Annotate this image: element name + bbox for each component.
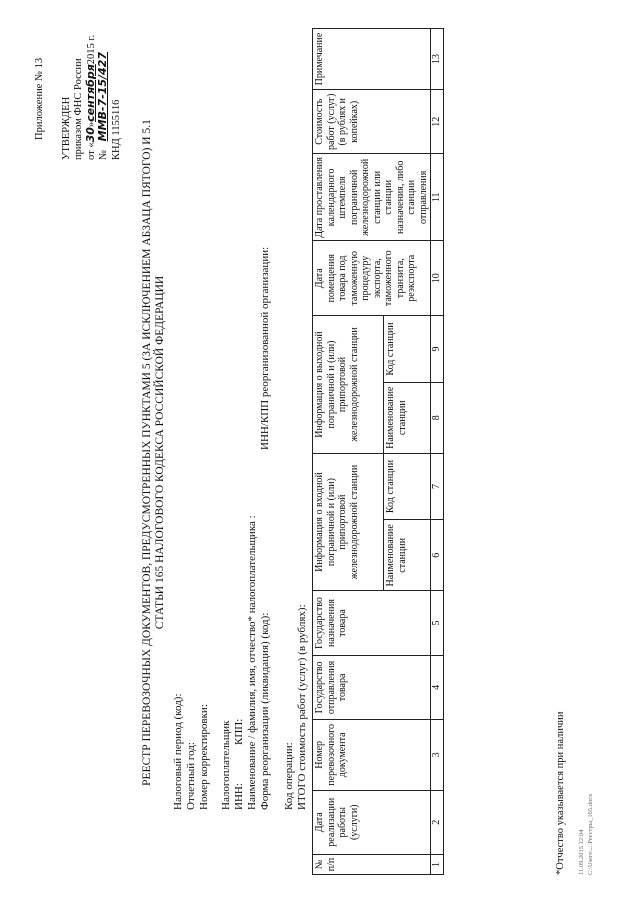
col-number: 4 [431, 655, 444, 719]
number-value: ММВ-7-15/427 [96, 51, 109, 142]
table-header-row [313, 29, 384, 875]
approved-label: УТВЕРЖДЕН [61, 96, 72, 160]
header-departure-state: Государство отправления товара [313, 655, 431, 719]
reorg-form-field: Форма реорганизации (ликвидация) (код): [259, 612, 271, 810]
document-title-line2: СТАТЬИ 165 НАЛОГОВОГО КОДЕКСА РОССИЙСКОЙ ФЕДЕРАЦИИ [154, 275, 166, 630]
col-number: 3 [431, 720, 444, 790]
scan-stamp-line1: 11.09.2015 12:04 [578, 829, 585, 875]
subheader-exit-station-name: Наименование станции [384, 382, 431, 453]
col-number: 12 [431, 90, 444, 154]
col-number: 9 [431, 316, 444, 383]
header-destination-state: Государство назначения товара [313, 591, 431, 655]
scan-stamp-line2: С:\Users\...\Реестры_165.docx [587, 793, 594, 875]
header-note: Примечание [313, 29, 431, 90]
order-number [96, 52, 110, 160]
appendix-label: Приложение № 13 [34, 57, 45, 140]
knd-code: КНД 1155116 [111, 99, 122, 160]
subheader-entry-station-name: Наименование станции [384, 520, 431, 591]
header-entry-station-group: Информация о входной пограничной и (или) припортовой железнодорожной станции [313, 453, 384, 591]
total-cost-field: ИТОГО стоимость работ (услуг) (в рублях): [296, 604, 308, 810]
tax-period-field: Налоговый период (код): [172, 693, 184, 810]
reorg-inn-field: ИНН/КПП реорганизованной организации: [259, 246, 271, 450]
subheader-exit-station-code: Код станции [384, 316, 431, 383]
subheader-entry-station-code: Код станции [384, 453, 431, 520]
operation-code-field: Код операции: [283, 742, 295, 810]
date-mid: » [86, 121, 97, 128]
inn-field: ИНН: [233, 783, 245, 810]
header-doc-number: Номер перевозочного документа [313, 720, 431, 790]
header-date-works: Дата реализации работы (услуги) [313, 790, 431, 854]
kpp-field: КПП: [233, 718, 245, 745]
col-number: 8 [431, 382, 444, 453]
col-number: 7 [431, 453, 444, 520]
taxpayer-name-field: Наименование / фамилия, имя, отчество* налогоплательщика : [246, 515, 258, 810]
date-month: сентября [84, 64, 97, 122]
header-cost: Стоимость работ (услуг) (в рублях и копейках) [313, 90, 431, 154]
col-number: 11 [431, 154, 444, 241]
col-number: 2 [431, 790, 444, 854]
date-day: 30 [84, 127, 97, 143]
register-table [312, 28, 444, 875]
header-exit-station-group: Информация о выходной пограничной и (или) припортовой железнодорожной станции [313, 316, 384, 454]
number-prefix: № [98, 149, 109, 160]
col-number: 6 [431, 520, 444, 591]
order-label: приказом ФНС России [73, 58, 84, 160]
document-title-line1: РЕЕСТР ПЕРЕВОЗОЧНЫХ ДОКУМЕНТОВ, ПРЕДУСМОТРЕННЫХ ПУНКТАМИ 5 (ЗА ИСКЛЮЧЕНИЕМ АБЗАЦА ПЯТОГО) И 5.1 [141, 119, 153, 786]
date-prefix: от « [86, 142, 97, 160]
header-num: № п/п [313, 854, 431, 874]
report-year-field: Отчетный год: [185, 742, 197, 810]
col-number: 10 [431, 241, 444, 316]
header-date-calendar: Дата проставления календарного штемпеля пограничной железнодорожной станции или станции назначения, либо станции отправления [313, 154, 431, 241]
taxpayer-label: Налогоплательщик [220, 720, 232, 810]
col-number: 13 [431, 29, 444, 90]
table-column-number-row [431, 29, 444, 875]
col-number: 5 [431, 591, 444, 655]
date-suffix: 2015 г. [86, 34, 97, 65]
header-date-procedure: Дата помещения товара под таможенную процедуру экспорта, таможенного транзита, реэкспорта [313, 241, 431, 316]
col-number: 1 [431, 854, 444, 874]
footnote: *Отчество указывается при наличии [555, 711, 566, 875]
correction-field: Номер корректировки: [198, 704, 210, 810]
